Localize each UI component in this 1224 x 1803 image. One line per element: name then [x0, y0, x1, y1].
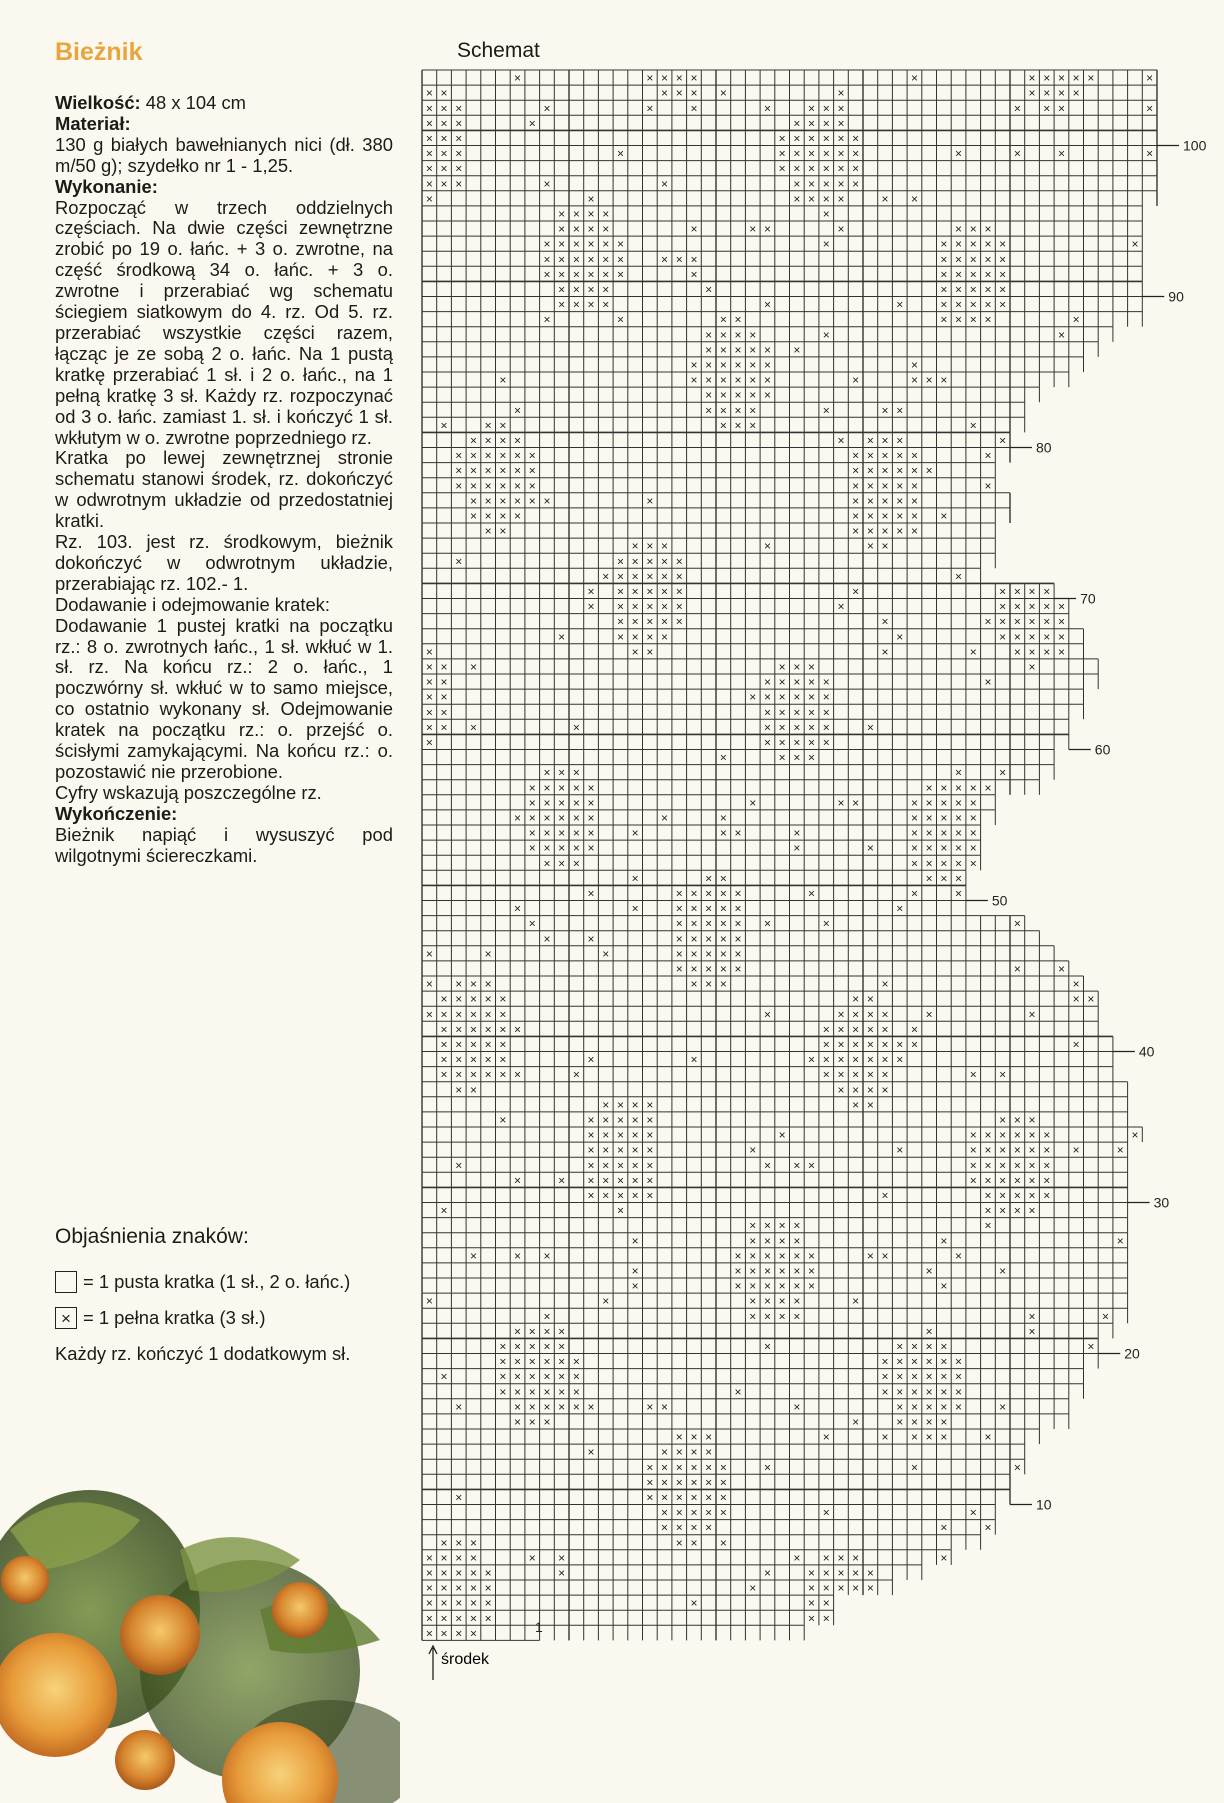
filled-cell-mark: ×	[528, 1399, 536, 1414]
filled-cell-mark: ×	[852, 1550, 860, 1565]
filled-cell-mark: ×	[896, 1399, 904, 1414]
filled-cell-mark: ×	[896, 1354, 904, 1369]
filled-cell-mark: ×	[543, 1324, 551, 1339]
finishing-label: Wykończenie:	[55, 802, 178, 824]
filled-cell-mark: ×	[440, 1535, 448, 1550]
filled-cell-mark: ×	[822, 1566, 830, 1580]
filled-cell-mark: ×	[734, 1384, 742, 1399]
filled-cell-mark: ×	[940, 1415, 948, 1429]
filled-cell-mark: ×	[763, 1294, 771, 1309]
filled-cell-mark: ×	[793, 1279, 801, 1294]
filled-cell-mark: ×	[661, 1505, 669, 1520]
filled-cell-mark: ×	[808, 1566, 816, 1580]
filled-cell-mark: ×	[822, 1430, 830, 1445]
filled-cell-mark: ×	[528, 1354, 536, 1369]
filled-cell-mark: ×	[440, 1611, 448, 1626]
filled-cell-mark: ×	[705, 1445, 713, 1460]
filled-cell-mark: ×	[778, 1264, 786, 1278]
filled-cell-mark: ×	[778, 1309, 786, 1324]
filled-cell-mark: ×	[631, 1279, 639, 1294]
filled-cell-mark: ×	[543, 1339, 551, 1354]
filled-cell-mark: ×	[690, 1430, 698, 1445]
execution-label: Wykonanie:	[55, 175, 158, 197]
filled-cell-mark: ×	[425, 1294, 433, 1309]
filled-cell-mark: ×	[719, 1490, 727, 1505]
filled-cell-mark: ×	[910, 1384, 918, 1399]
filled-cell-mark: ×	[763, 1566, 771, 1580]
filled-cell-mark: ×	[514, 1384, 522, 1399]
finishing-text: Bieżnik napiąć i wysuszyć pod wilgotnymi ściereczkami.	[55, 823, 393, 866]
filled-cell-mark: ×	[984, 1430, 992, 1445]
filled-cell-mark: ×	[661, 1399, 669, 1414]
filled-cell-mark: ×	[793, 1264, 801, 1278]
legend-item-text: = 1 pusta kratka (1 sł., 2 o. łańc.)	[83, 1271, 351, 1292]
filled-cell-mark: ×	[572, 1399, 580, 1414]
filled-cell-mark: ×	[455, 1611, 463, 1626]
filled-cell-mark: ×	[881, 1354, 889, 1369]
filled-cell-mark: ×	[852, 1581, 860, 1596]
filled-cell-mark: ×	[587, 1399, 595, 1414]
filled-cell-mark: ×	[528, 1415, 536, 1429]
filled-cell-mark: ×	[484, 1581, 492, 1596]
instruction-paragraph: Cyfry wskazują poszczególne rz.	[55, 781, 322, 803]
filled-cell-mark: ×	[690, 1535, 698, 1550]
filled-cell-mark: ×	[940, 1279, 948, 1294]
filled-cell-mark: ×	[425, 1596, 433, 1611]
instruction-paragraph: Dodawanie 1 pustej kratki na początku rz.: 8 o. zwrotnych łańc., 1 sł. wkłuć w 1. sł. rz. Na końcu rz.: 2 o. łańc., 1 poczwórny sł. wkłuć w to samo miejsce, co ostatnio wykonany sł. Odejmowanie kratek na początku rz.: o. przejść o. ścisłymi zamykającymi. Na końcu rz.: o. pozostawić nie przerobione.	[55, 614, 393, 782]
filled-cell-mark: ×	[455, 1550, 463, 1565]
filled-cell-mark: ×	[910, 1354, 918, 1369]
filled-cell-mark: ×	[793, 1550, 801, 1565]
filled-cell-mark: ×	[999, 1399, 1007, 1414]
filled-cell-mark: ×	[705, 1460, 713, 1475]
filled-cell-mark: ×	[661, 1445, 669, 1460]
filled-cell-mark: ×	[734, 1264, 742, 1278]
filled-cell-mark: ×	[822, 1505, 830, 1520]
filled-cell-mark: ×	[514, 1324, 522, 1339]
spec-label: Wielkość:	[55, 92, 141, 113]
filled-cell-mark: ×	[763, 1460, 771, 1475]
filled-cell-mark: ×	[896, 1369, 904, 1384]
filled-cell-mark: ×	[808, 1279, 816, 1294]
filled-cell-mark: ×	[910, 1339, 918, 1354]
filled-cell-mark: ×	[558, 1384, 566, 1399]
filled-cell-mark: ×	[455, 1581, 463, 1596]
filled-cell-mark: ×	[455, 1490, 463, 1505]
filled-cell-mark: ×	[528, 1339, 536, 1354]
filled-cell-mark: ×	[925, 1324, 933, 1339]
filled-cell-mark: ×	[469, 1566, 477, 1580]
filled-cell-mark: ×	[484, 1611, 492, 1626]
filled-cell-mark: ×	[734, 1279, 742, 1294]
filled-cell-mark: ×	[514, 1399, 522, 1414]
instruction-paragraph: Rozpocząć w trzech oddzielnych częściach. Na dwie części zewnętrzne zrobić po 19 o. łańc. + 3 o. zwrotne, na część środkową 34 o. łańc. + 3 o. zwrotne i przerabiać wg schematu ściegiem siatkowym do 4. rz. Od 5. rz. przerabiać wszystkie części razem, łącząc je ze sobą 2 o. łańc. Na 1 pustą kratkę przerabiać 1 sł. i 2 o. łańc., na 1 pełną kratkę 3 sł. Każdy rz. rozpoczynać od 3 o. łańc. zamiast 1. sł. i kończyć 1 sł. wkłutym w o. zwrotne poprzedniego rz.	[55, 196, 393, 448]
filled-cell-mark: ×	[646, 1399, 654, 1414]
filled-cell-mark: ×	[925, 1430, 933, 1445]
filled-cell-mark: ×	[499, 1369, 507, 1384]
filled-cell-mark: ×	[675, 1520, 683, 1535]
filled-cell-mark: ×	[543, 1309, 551, 1324]
filled-cell-mark: ×	[705, 1490, 713, 1505]
filled-cell-mark: ×	[778, 1279, 786, 1294]
filled-cell-mark: ×	[675, 1430, 683, 1445]
filled-cell-mark: ×	[661, 1490, 669, 1505]
filled-cell-mark: ×	[690, 1475, 698, 1490]
filled-cell-mark: ×	[925, 1384, 933, 1399]
filled-cell-mark: ×	[822, 1550, 830, 1565]
filled-cell-mark: ×	[440, 1596, 448, 1611]
filled-cell-mark: ×	[852, 1294, 860, 1309]
filled-cell-mark: ×	[675, 1535, 683, 1550]
filled-cell-mark: ×	[690, 1490, 698, 1505]
filled-cell-mark: ×	[675, 1445, 683, 1460]
filled-cell-mark: ×	[925, 1415, 933, 1429]
filled-cell-mark: ×	[675, 1490, 683, 1505]
filled-cell-mark: ×	[690, 1596, 698, 1611]
filled-cell-mark: ×	[837, 1550, 845, 1565]
instruction-paragraph: Kratka po lewej zewnętrznej stronie schematu stanowi środek, rz. dokończyć w odwrotnym układzie od przedostatniej kratki.	[55, 447, 393, 532]
filled-cell-mark: ×	[469, 1581, 477, 1596]
filled-cell-mark: ×	[719, 1460, 727, 1475]
filled-cell-mark: ×	[440, 1550, 448, 1565]
filled-cell-mark: ×	[808, 1581, 816, 1596]
filled-cell-mark: ×	[881, 1430, 889, 1445]
filled-cell-mark: ×	[469, 1550, 477, 1565]
legend-title: Objaśnienia znaków:	[55, 1225, 249, 1248]
filled-cell-mark: ×	[940, 1520, 948, 1535]
filled-cell-mark: ×	[469, 1626, 477, 1641]
filled-cell-mark: ×	[822, 1596, 830, 1611]
filled-cell-mark: ×	[469, 1535, 477, 1550]
filled-cell-mark: ×	[896, 1384, 904, 1399]
filled-cell-mark: ×	[558, 1354, 566, 1369]
filled-cell-mark: ×	[469, 1611, 477, 1626]
filled-cell-mark: ×	[690, 1445, 698, 1460]
filled-cell-mark: ×	[940, 1550, 948, 1565]
filled-cell-mark: ×	[910, 1415, 918, 1429]
filled-cell-mark: ×	[749, 1581, 757, 1596]
filled-cell-mark: ×	[896, 1415, 904, 1429]
filled-cell-mark: ×	[719, 1505, 727, 1520]
filled-cell-mark: ×	[984, 1520, 992, 1535]
filled-cell-mark: ×	[749, 1279, 757, 1294]
spec-material-text: 130 g białych bawełnianych nici (dł. 380 m/50 g); szydełko nr 1 - 1,25.	[55, 133, 393, 176]
filled-cell-mark: ×	[543, 1369, 551, 1384]
filled-cell-mark: ×	[690, 1520, 698, 1535]
filled-cell-mark: ×	[646, 1490, 654, 1505]
filled-cell-mark: ×	[425, 1581, 433, 1596]
schema-title: Schemat	[457, 39, 540, 62]
filled-cell-mark: ×	[910, 1430, 918, 1445]
filled-cell-mark: ×	[646, 1460, 654, 1475]
filled-cell-mark: ×	[940, 1354, 948, 1369]
filled-cell-mark: ×	[837, 1581, 845, 1596]
filled-cell-mark: ×	[528, 1324, 536, 1339]
filled-cell-mark: ×	[528, 1550, 536, 1565]
filled-cell-mark: ×	[705, 1505, 713, 1520]
filled-cell-mark: ×	[425, 1626, 433, 1641]
filled-cell-mark: ×	[925, 1369, 933, 1384]
filled-cell-mark: ×	[749, 1294, 757, 1309]
filled-cell-mark: ×	[719, 1535, 727, 1550]
filled-cell-mark: ×	[572, 1369, 580, 1384]
filled-cell-mark: ×	[558, 1399, 566, 1414]
filled-cell-mark: ×	[763, 1264, 771, 1278]
filled-cell-mark: ×	[661, 1520, 669, 1535]
cross-square-icon: ×	[55, 1307, 77, 1329]
filled-cell-mark: ×	[543, 1399, 551, 1414]
filled-cell-mark: ×	[940, 1384, 948, 1399]
filled-cell-mark: ×	[675, 1475, 683, 1490]
filled-cell-mark: ×	[455, 1535, 463, 1550]
filled-cell-mark: ×	[793, 1294, 801, 1309]
filled-cell-mark: ×	[969, 1505, 977, 1520]
filled-cell-mark: ×	[808, 1611, 816, 1626]
filled-cell-mark: ×	[808, 1596, 816, 1611]
filled-cell-mark: ×	[514, 1339, 522, 1354]
filled-cell-mark: ×	[896, 1339, 904, 1354]
filled-cell-mark: ×	[881, 1369, 889, 1384]
filled-cell-mark: ×	[925, 1399, 933, 1414]
filled-cell-mark: ×	[499, 1384, 507, 1399]
filled-cell-mark: ×	[455, 1399, 463, 1414]
filled-cell-mark: ×	[469, 1596, 477, 1611]
filled-cell-mark: ×	[955, 1369, 963, 1384]
filled-cell-mark: ×	[587, 1445, 595, 1460]
filled-cell-mark: ×	[528, 1369, 536, 1384]
filled-cell-mark: ×	[690, 1505, 698, 1520]
filled-cell-mark: ×	[558, 1324, 566, 1339]
filled-cell-mark: ×	[705, 1520, 713, 1535]
filled-cell-mark: ×	[910, 1399, 918, 1414]
spec-material-label: Materiał:	[55, 112, 131, 134]
filled-cell-mark: ×	[837, 1566, 845, 1580]
filled-cell-mark: ×	[425, 1550, 433, 1565]
filled-cell-mark: ×	[793, 1309, 801, 1324]
filled-cell-mark: ×	[1102, 1309, 1110, 1324]
filled-cell-mark: ×	[1087, 1339, 1095, 1354]
filled-cell-mark: ×	[440, 1581, 448, 1596]
filled-cell-mark: ×	[602, 1294, 610, 1309]
filled-cell-mark: ×	[425, 1566, 433, 1580]
filled-cell-mark: ×	[455, 1566, 463, 1580]
filled-cell-mark: ×	[955, 1384, 963, 1399]
filled-cell-mark: ×	[925, 1354, 933, 1369]
filled-cell-mark: ×	[1028, 1324, 1036, 1339]
filled-cell-mark: ×	[572, 1354, 580, 1369]
filled-cell-mark: ×	[514, 1369, 522, 1384]
filled-cell-mark: ×	[484, 1566, 492, 1580]
filled-cell-mark: ×	[440, 1626, 448, 1641]
filled-cell-mark: ×	[852, 1415, 860, 1429]
filled-cell-mark: ×	[1028, 1309, 1036, 1324]
filled-cell-mark: ×	[955, 1354, 963, 1369]
filled-cell-mark: ×	[661, 1460, 669, 1475]
filled-cell-mark: ×	[558, 1566, 566, 1580]
instruction-paragraph: Dodawanie i odejmowanie kratek:	[55, 593, 330, 615]
filled-cell-mark: ×	[558, 1369, 566, 1384]
filled-cell-mark: ×	[749, 1309, 757, 1324]
legend-note: Każdy rz. kończyć 1 dodatkowym sł.	[55, 1343, 351, 1364]
filled-cell-mark: ×	[778, 1294, 786, 1309]
filled-cell-mark: ×	[910, 1460, 918, 1475]
filled-cell-mark: ×	[866, 1566, 874, 1580]
filled-cell-mark: ×	[514, 1415, 522, 1429]
filled-cell-mark: ×	[940, 1399, 948, 1414]
filled-cell-mark: ×	[866, 1581, 874, 1596]
filled-cell-mark: ×	[1013, 1460, 1021, 1475]
filled-cell-mark: ×	[822, 1611, 830, 1626]
filled-cell-mark: ×	[440, 1369, 448, 1384]
page-title: Bieżnik	[55, 38, 143, 66]
filled-cell-mark: ×	[749, 1264, 757, 1278]
filled-cell-mark: ×	[940, 1339, 948, 1354]
instruction-paragraph: Rz. 103. jest rz. środkowym, bieżnik dokończyć w odwrotnym układzie, przerabiając rz. 102.- 1.	[55, 531, 393, 594]
filled-cell-mark: ×	[705, 1475, 713, 1490]
filled-cell-mark: ×	[543, 1354, 551, 1369]
filled-cell-mark: ×	[705, 1430, 713, 1445]
filled-cell-mark: ×	[940, 1369, 948, 1384]
filled-cell-mark: ×	[440, 1566, 448, 1580]
filled-cell-mark: ×	[499, 1339, 507, 1354]
filled-cell-mark: ×	[719, 1475, 727, 1490]
filled-cell-mark: ×	[925, 1339, 933, 1354]
filled-cell-mark: ×	[881, 1384, 889, 1399]
filled-cell-mark: ×	[675, 1505, 683, 1520]
filled-cell-mark: ×	[631, 1264, 639, 1278]
filled-cell-mark: ×	[940, 1430, 948, 1445]
filled-cell-mark: ×	[955, 1399, 963, 1414]
filled-cell-mark: ×	[793, 1399, 801, 1414]
filled-cell-mark: ×	[514, 1354, 522, 1369]
filled-cell-mark: ×	[661, 1475, 669, 1490]
filled-cell-mark: ×	[763, 1279, 771, 1294]
filled-cell-mark: ×	[763, 1339, 771, 1354]
filled-cell-mark: ×	[455, 1626, 463, 1641]
filled-cell-mark: ×	[543, 1384, 551, 1399]
filled-cell-mark: ×	[763, 1309, 771, 1324]
legend-item-text: = 1 pełna kratka (3 sł.)	[83, 1307, 266, 1328]
filled-cell-mark: ×	[646, 1475, 654, 1490]
spec-value: 48 x 104 cm	[140, 92, 246, 113]
filled-cell-mark: ×	[910, 1369, 918, 1384]
filled-cell-mark: ×	[572, 1384, 580, 1399]
filled-cell-mark: ×	[558, 1339, 566, 1354]
filled-cell-mark: ×	[852, 1566, 860, 1580]
filled-cell-mark: ×	[822, 1581, 830, 1596]
filled-cell-mark: ×	[425, 1611, 433, 1626]
filled-cell-mark: ×	[528, 1384, 536, 1399]
filled-cell-mark: ×	[675, 1460, 683, 1475]
filled-cell-mark: ×	[484, 1596, 492, 1611]
filled-cell-mark: ×	[543, 1415, 551, 1429]
filled-cell-mark: ×	[499, 1354, 507, 1369]
filled-cell-mark: ×	[690, 1460, 698, 1475]
filled-cell-mark: ×	[558, 1550, 566, 1565]
filled-cell-mark: ×	[455, 1596, 463, 1611]
